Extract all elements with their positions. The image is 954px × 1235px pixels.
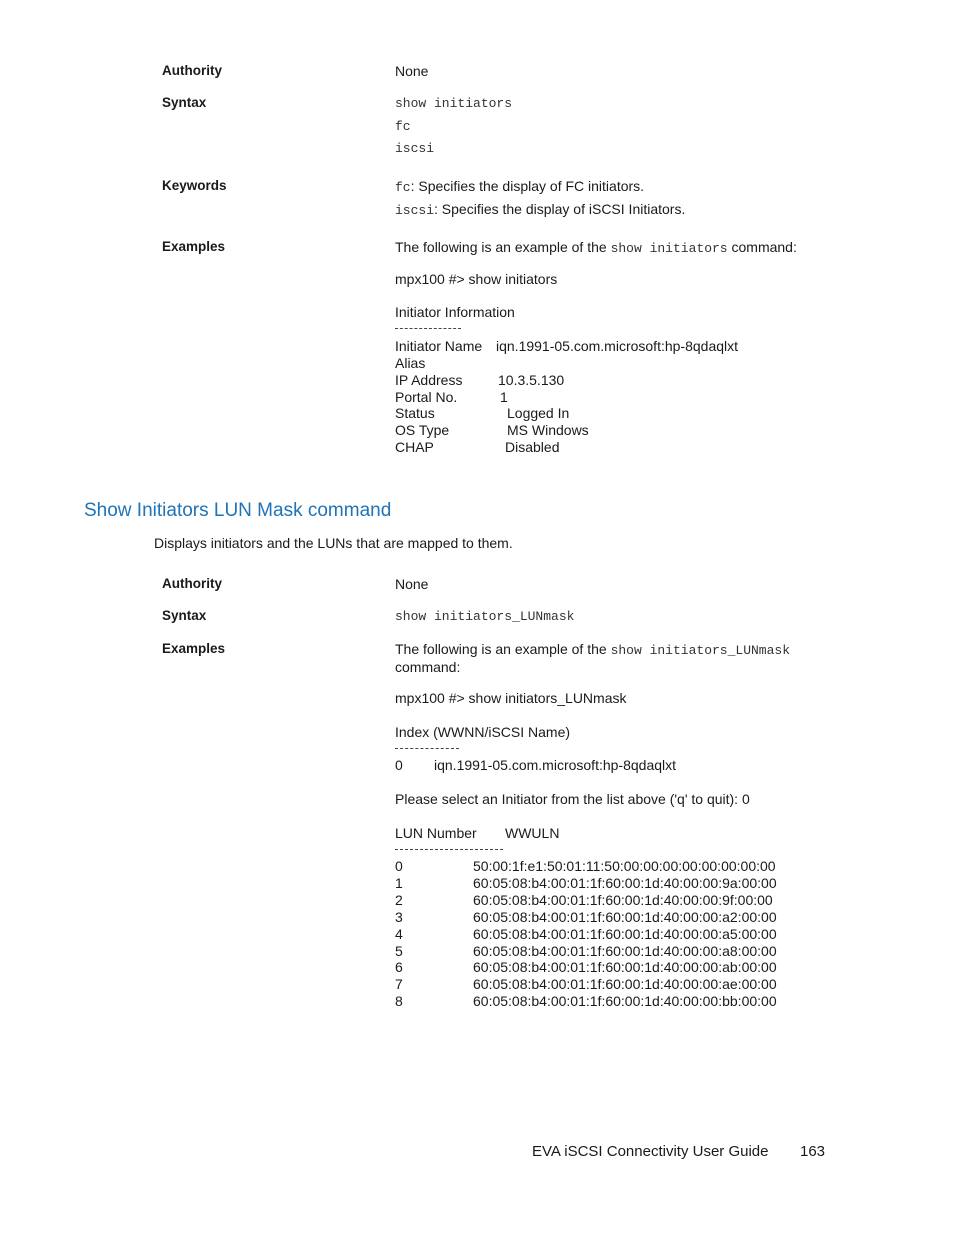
keyword-description: : Specifies the display of FC initiators. bbox=[410, 178, 645, 194]
index-row-index: 0 bbox=[395, 757, 403, 773]
separator bbox=[395, 328, 461, 329]
info-value: 1 bbox=[500, 389, 508, 405]
lun-number: 7 bbox=[395, 976, 403, 992]
example-intro-code: show initiators_LUNmask bbox=[610, 643, 791, 658]
info-value: Disabled bbox=[505, 439, 560, 455]
separator bbox=[395, 849, 503, 850]
lun-number: 3 bbox=[395, 909, 403, 925]
section-description: Displays initiators and the LUNs that are mapped to them. bbox=[154, 535, 513, 551]
authority-label: Authority bbox=[162, 576, 222, 591]
keyword-code: fc bbox=[395, 180, 411, 195]
example-intro bbox=[395, 239, 797, 256]
lun-wwuln: 60:05:08:b4:00:01:1f:60:00:1d:40:00:00:bb:00:00 bbox=[473, 993, 777, 1009]
index-row-name: iqn.1991-05.com.microsoft:hp-8qdaqlxt bbox=[434, 757, 677, 773]
lun-header-wwuln: WWULN bbox=[505, 825, 560, 841]
index-header: Index (WWNN/iSCSI Name) bbox=[395, 724, 571, 740]
example-intro bbox=[395, 641, 790, 658]
lun-wwuln: 60:05:08:b4:00:01:1f:60:00:1d:40:00:00:ab:00:00 bbox=[473, 959, 777, 975]
info-key: Alias bbox=[395, 355, 426, 371]
info-key: IP Address bbox=[395, 372, 463, 388]
lun-number: 0 bbox=[395, 858, 403, 874]
info-value: MS Windows bbox=[507, 422, 589, 438]
keywords-label: Keywords bbox=[162, 178, 227, 193]
lun-number: 8 bbox=[395, 993, 403, 1009]
authority-value: None bbox=[395, 63, 429, 79]
info-row bbox=[395, 338, 482, 354]
select-prompt: Please select an Initiator from the list above ('q' to quit): 0 bbox=[395, 791, 750, 807]
lun-wwuln: 60:05:08:b4:00:01:1f:60:00:1d:40:00:00:9f:00:00 bbox=[473, 892, 773, 908]
authority-label: Authority bbox=[162, 63, 222, 78]
info-value: 10.3.5.130 bbox=[498, 372, 565, 388]
syntax-label: Syntax bbox=[162, 95, 207, 110]
example-intro-code: show initiators bbox=[610, 241, 728, 256]
lun-wwuln: 60:05:08:b4:00:01:1f:60:00:1d:40:00:00:a2:00:00 bbox=[473, 909, 777, 925]
info-key: Status bbox=[395, 405, 435, 421]
info-key: CHAP bbox=[395, 439, 434, 455]
info-key: Initiator Name bbox=[395, 338, 483, 354]
authority-value: None bbox=[395, 576, 429, 592]
info-key: Portal No. bbox=[395, 389, 458, 405]
lun-wwuln: 60:05:08:b4:00:01:1f:60:00:1d:40:00:00:a5:00:00 bbox=[473, 926, 777, 942]
examples-label: Examples bbox=[162, 641, 226, 656]
footer-guide-title: EVA iSCSI Connectivity User Guide bbox=[532, 1143, 769, 1160]
syntax-line: show initiators_LUNmask bbox=[395, 609, 575, 624]
info-title: Initiator Information bbox=[395, 304, 515, 320]
keyword-description: : Specifies the display of iSCSI Initiators. bbox=[434, 201, 686, 217]
syntax-line: iscsi bbox=[395, 141, 435, 156]
example-intro-text: command: bbox=[727, 239, 797, 255]
syntax-line: show initiators bbox=[395, 96, 513, 111]
lun-wwuln: 50:00:1f:e1:50:01:11:50:00:00:00:00:00:00:00:00 bbox=[473, 858, 776, 874]
keyword-code: iscsi bbox=[395, 203, 435, 218]
lun-number: 1 bbox=[395, 875, 403, 891]
info-value: iqn.1991-05.com.microsoft:hp-8qdaqlxt bbox=[496, 338, 739, 354]
keyword-entry bbox=[395, 201, 685, 218]
info-value: Logged In bbox=[507, 405, 570, 421]
syntax-label: Syntax bbox=[162, 608, 207, 623]
lun-wwuln: 60:05:08:b4:00:01:1f:60:00:1d:40:00:00:ae:00:00 bbox=[473, 976, 777, 992]
example-intro-text: command: bbox=[395, 659, 461, 675]
section-heading: Show Initiators LUN Mask command bbox=[84, 500, 392, 521]
keyword-entry bbox=[395, 178, 644, 195]
lun-number: 5 bbox=[395, 943, 403, 959]
lun-wwuln: 60:05:08:b4:00:01:1f:60:00:1d:40:00:00:9a:00:00 bbox=[473, 875, 777, 891]
command-prompt: mpx100 #> show initiators bbox=[395, 271, 558, 287]
syntax-line: fc bbox=[395, 119, 411, 134]
info-key: OS Type bbox=[395, 422, 450, 438]
page-number: 163 bbox=[800, 1143, 826, 1160]
lun-number: 6 bbox=[395, 959, 403, 975]
lun-number: 2 bbox=[395, 892, 403, 908]
separator bbox=[395, 748, 459, 749]
command-prompt: mpx100 #> show initiators_LUNmask bbox=[395, 690, 627, 706]
example-intro-text: The following is an example of the bbox=[395, 239, 611, 255]
lun-wwuln: 60:05:08:b4:00:01:1f:60:00:1d:40:00:00:a8:00:00 bbox=[473, 943, 777, 959]
lun-number: 4 bbox=[395, 926, 403, 942]
examples-label: Examples bbox=[162, 239, 226, 254]
lun-header-number: LUN Number bbox=[395, 825, 477, 841]
example-intro-text: The following is an example of the bbox=[395, 641, 611, 657]
